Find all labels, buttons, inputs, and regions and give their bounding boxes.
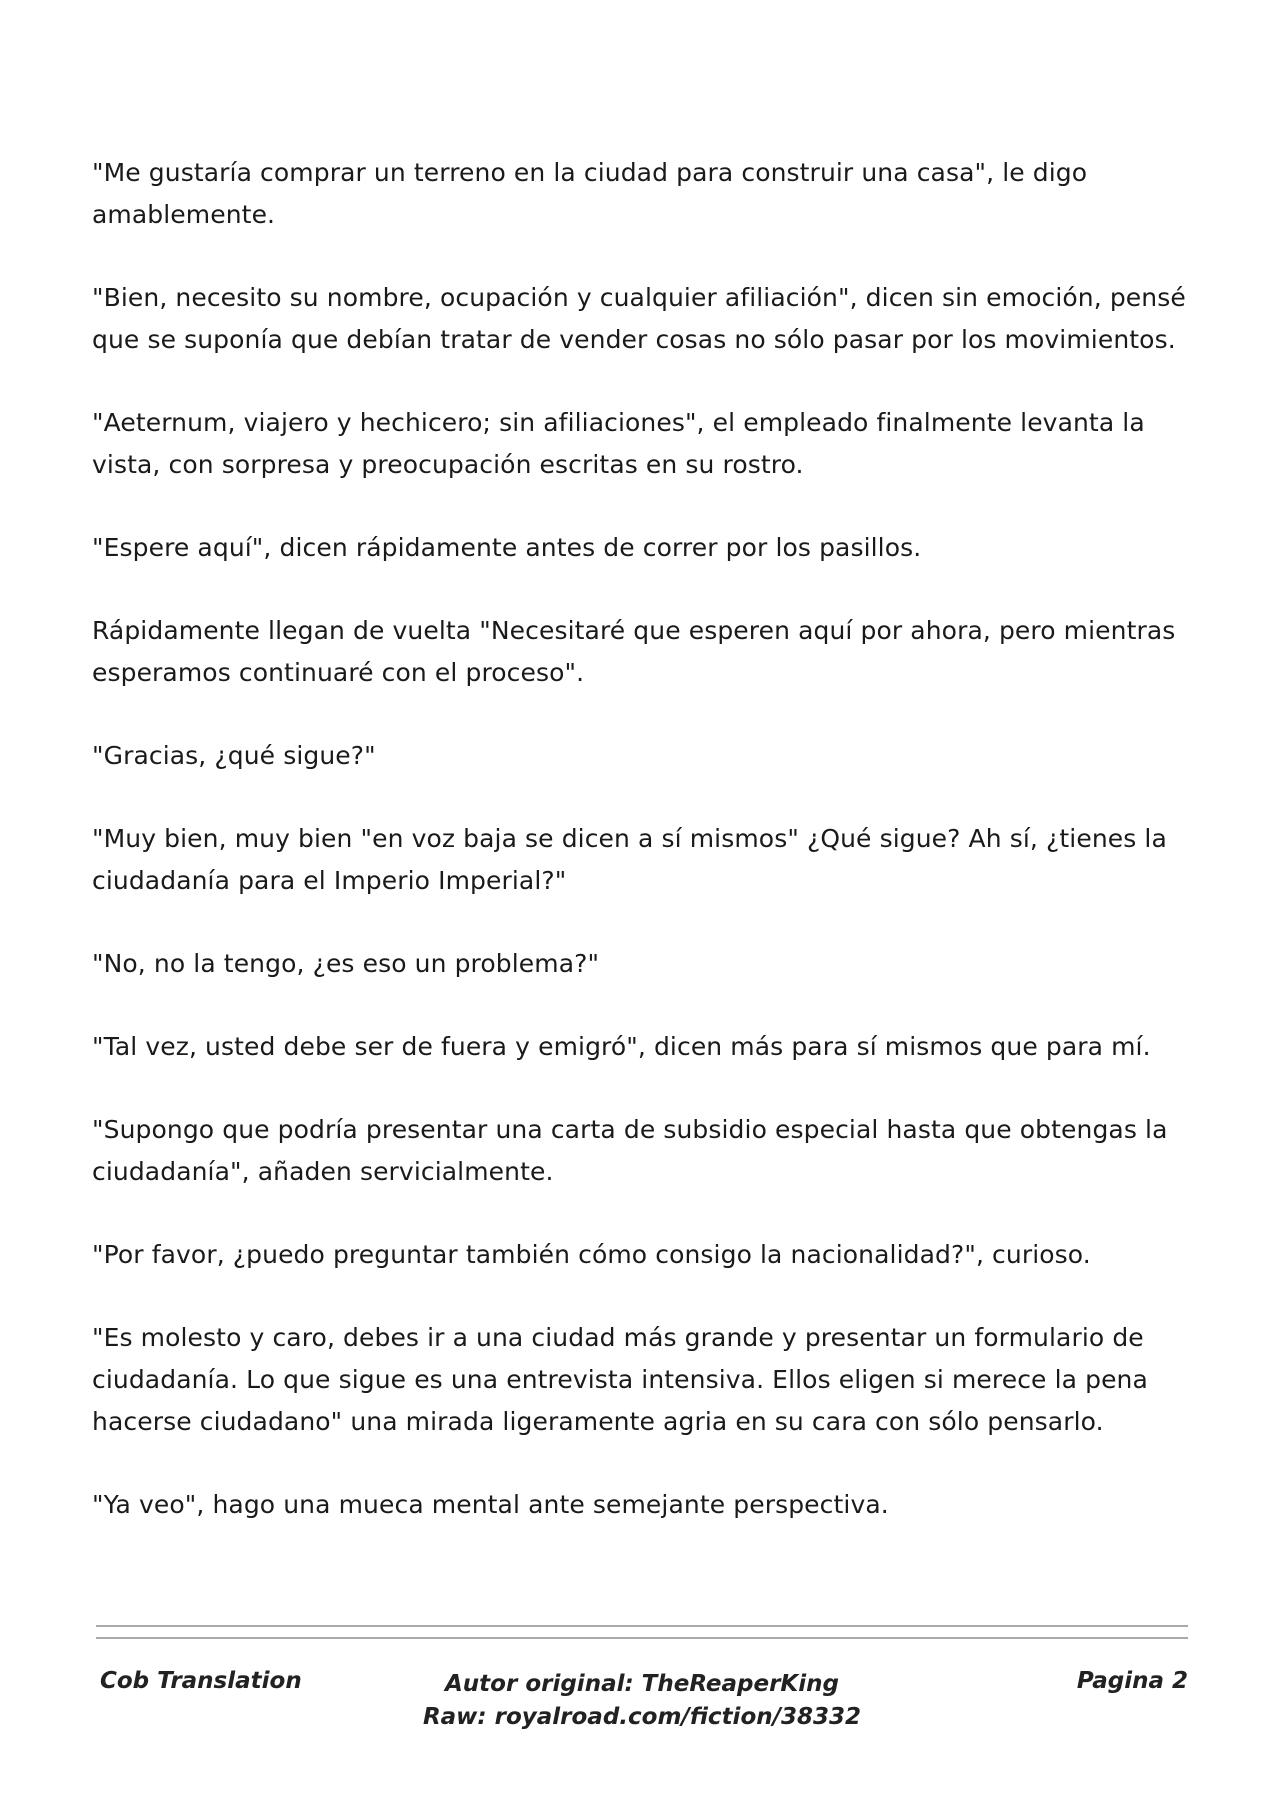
paragraph: "Tal vez, usted debe ser de fuera y emigró", dicen más para sí mismos que para mí. [92,1032,1151,1061]
translator-credit: Cob Translation [100,1668,302,1694]
paragraph: "Me gustaría comprar un terreno en la ciudad para construir una casa", le digo amablemente. [92,158,1088,229]
paragraph: "Gracias, ¿qué sigue?" [92,741,376,770]
raw-source: Raw: royalroad.com/fiction/38332 [422,1704,862,1730]
paragraph: "Ya veo", hago una mueca mental ante semejante perspectiva. [92,1490,889,1519]
paragraph: "Por favor, ¿puedo preguntar también cómo consigo la nacionalidad?", curioso. [92,1240,1091,1269]
paragraph: "Bien, necesito su nombre, ocupación y cualquier afiliación", dicen sin emoción, pensé que se suponía que debían tratar de vender cosas no sólo pasar por los movimientos. [92,283,1186,354]
paragraph: "Muy bien, muy bien "en voz baja se dicen a sí mismos" ¿Qué sigue? Ah sí, ¿tienes la ciudadanía para el Imperio Imperial?" [92,824,1167,895]
document-body [92,152,1202,1567]
page-footer [96,1668,1188,1748]
paragraph: "Espere aquí", dicen rápidamente antes de correr por los pasillos. [92,533,922,562]
paragraph: "Aeternum, viajero y hechicero; sin afiliaciones", el empleado finalmente levanta la vista, con sorpresa y preocupación escritas en su rostro. [92,408,1145,479]
page-number: Pagina 2 [1076,1668,1188,1694]
author-credit [96,1668,1188,1734]
paragraph: "No, no la tengo, ¿es eso un problema?" [92,949,600,978]
original-author: Autor original: TheReaperKing [445,1671,839,1697]
footer-divider-top [96,1625,1188,1627]
footer-divider-bottom [96,1637,1188,1639]
paragraph: Rápidamente llegan de vuelta "Necesitaré que esperen aquí por ahora, pero mientras esperamos continuaré con el proceso". [92,616,1176,687]
paragraph: "Es molesto y caro, debes ir a una ciudad más grande y presentar un formulario de ciudadanía. Lo que sigue es una entrevista intensiva. Ellos eligen si merece la pena hacerse ciudadano" una mirada ligeramente agria en su cara con sólo pensarlo. [92,1323,1148,1436]
paragraph: "Supongo que podría presentar una carta de subsidio especial hasta que obtengas la ciudadanía", añaden servicialmente. [92,1115,1168,1186]
